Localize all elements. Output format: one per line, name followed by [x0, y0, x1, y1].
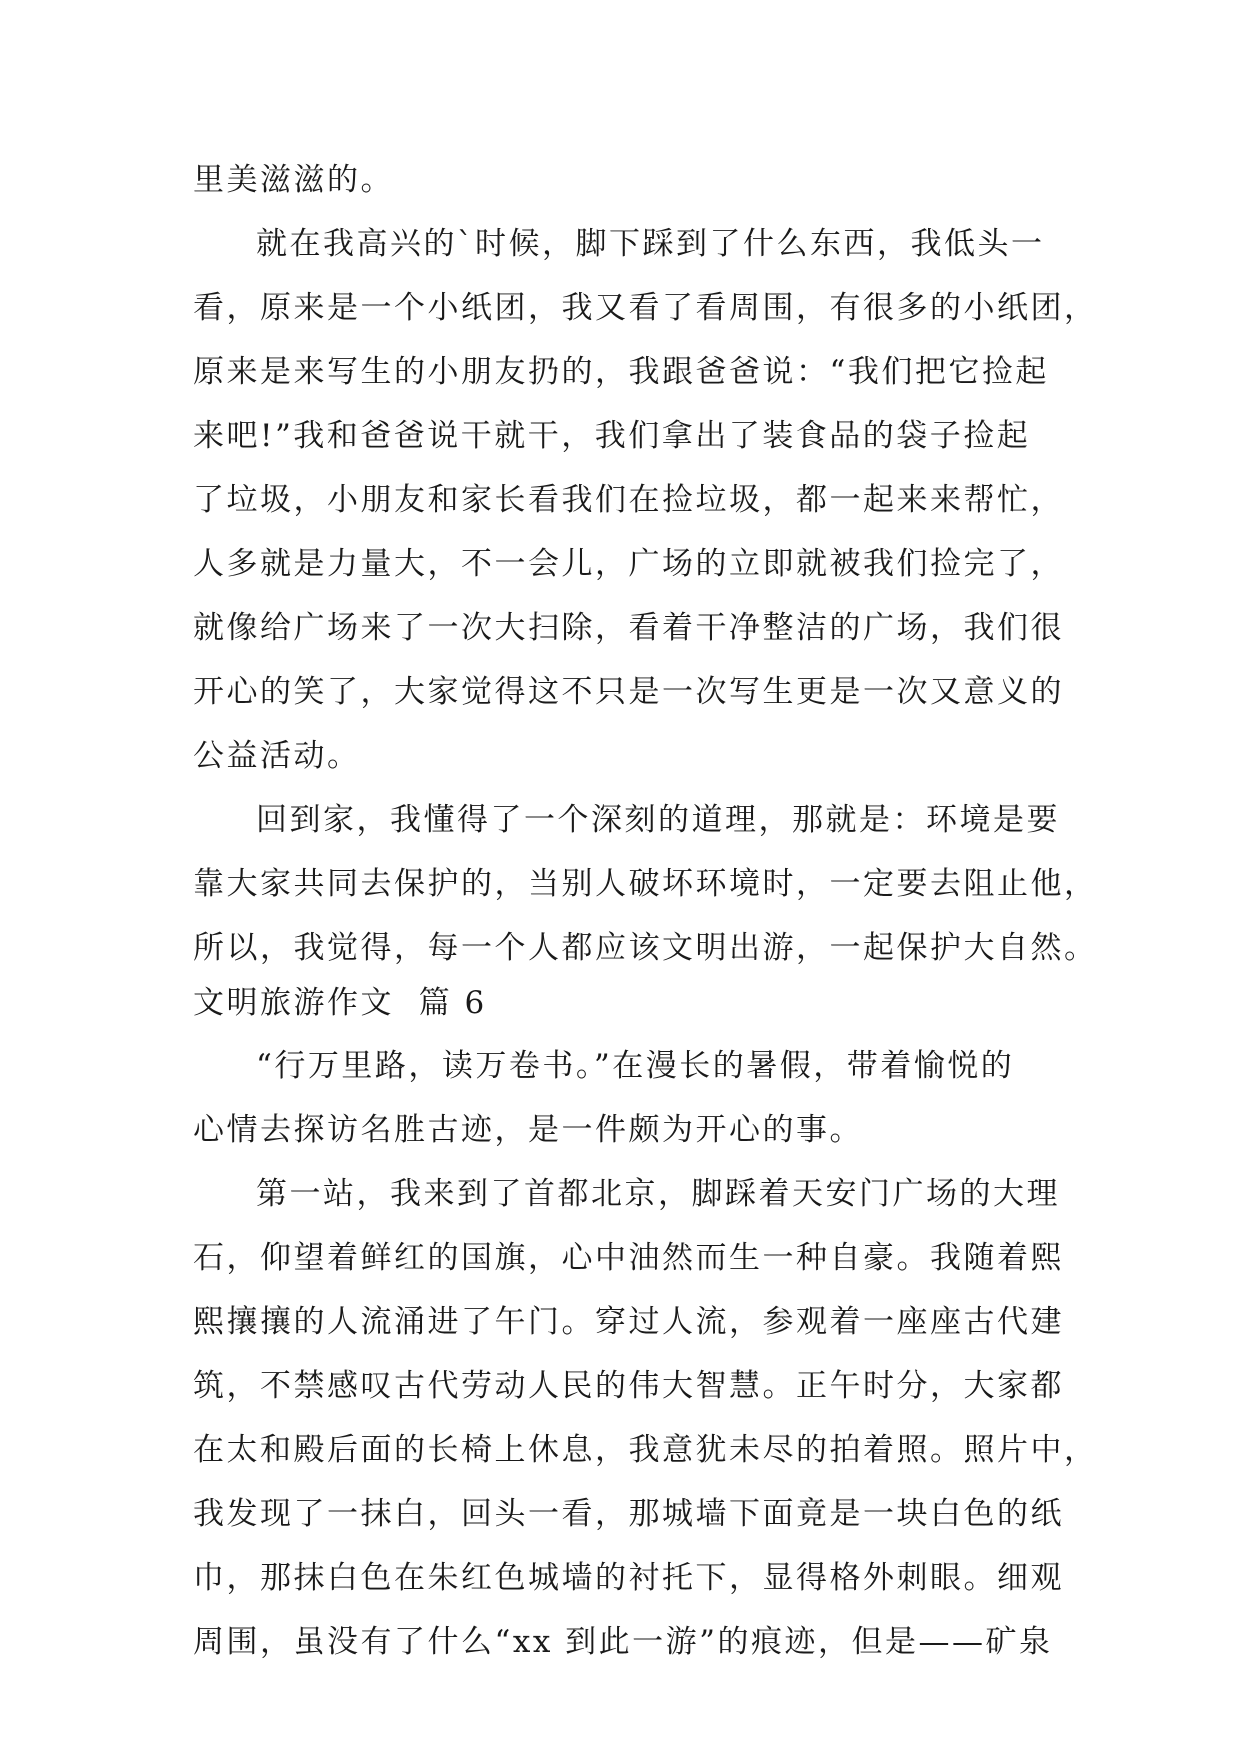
text-line: 筑，不禁感叹古代劳动人民的伟大智慧。正午时分，大家都 [193, 1368, 1064, 1404]
text-line: 巾，那抹白色在朱红色城墙的衬托下，显得格外刺眼。细观 [193, 1560, 1064, 1596]
text-line: 就在我高兴的`时候，脚下踩到了什么东西，我低头一 [256, 226, 1045, 262]
text-line: 所以，我觉得，每一个人都应该文明出游，一起保护大自然。 [193, 930, 1098, 966]
text-line: 石，仰望着鲜红的国旗，心中油然而生一种自豪。我随着熙 [193, 1240, 1064, 1276]
text-line: 回到家，我懂得了一个深刻的道理，那就是：环境是要 [256, 802, 1060, 838]
text-line: 人多就是力量大，不一会儿，广场的立即就被我们捡完了， [193, 546, 1064, 582]
text-line: 心情去探访名胜古迹，是一件颇为开心的事。 [193, 1112, 863, 1148]
text-line: 原来是来写生的小朋友扔的，我跟爸爸说：“我们把它捡起 [193, 354, 1049, 390]
text-line: 周围，虽没有了什么“xx 到此一游”的痕迹，但是——矿泉 [193, 1624, 1053, 1660]
text-line: 公益活动。 [193, 738, 361, 774]
text-line: 在太和殿后面的长椅上休息，我意犹未尽的拍着照。照片中， [193, 1432, 1098, 1468]
text-line: 熙攘攘的人流涌进了午门。穿过人流，参观着一座座古代建 [193, 1304, 1064, 1340]
text-line: 里美滋滋的。 [193, 162, 394, 198]
text-line: 了垃圾，小朋友和家长看我们在捡垃圾，都一起来来帮忙， [193, 482, 1064, 518]
text-line: 看，原来是一个小纸团，我又看了看周围，有很多的小纸团， [193, 290, 1098, 326]
text-line: 我发现了一抹白，回头一看，那城墙下面竟是一块白色的纸 [193, 1496, 1064, 1532]
text-line: 开心的笑了，大家觉得这不只是一次写生更是一次又意义的 [193, 674, 1064, 710]
text-line: 靠大家共同去保护的，当别人破坏环境时，一定要去阻止他， [193, 866, 1098, 902]
text-line: 来吧!”我和爸爸说干就干，我们拿出了装食品的袋子捡起 [193, 418, 1031, 454]
section-heading: 文明旅游作文 篇 6 [193, 985, 487, 1021]
text-line: 第一站，我来到了首都北京，脚踩着天安门广场的大理 [256, 1176, 1060, 1212]
text-line: 就像给广场来了一次大扫除，看着干净整洁的广场，我们很 [193, 610, 1064, 646]
text-line: “行万里路，读万卷书。”在漫长的暑假，带着愉悦的 [256, 1048, 1015, 1084]
